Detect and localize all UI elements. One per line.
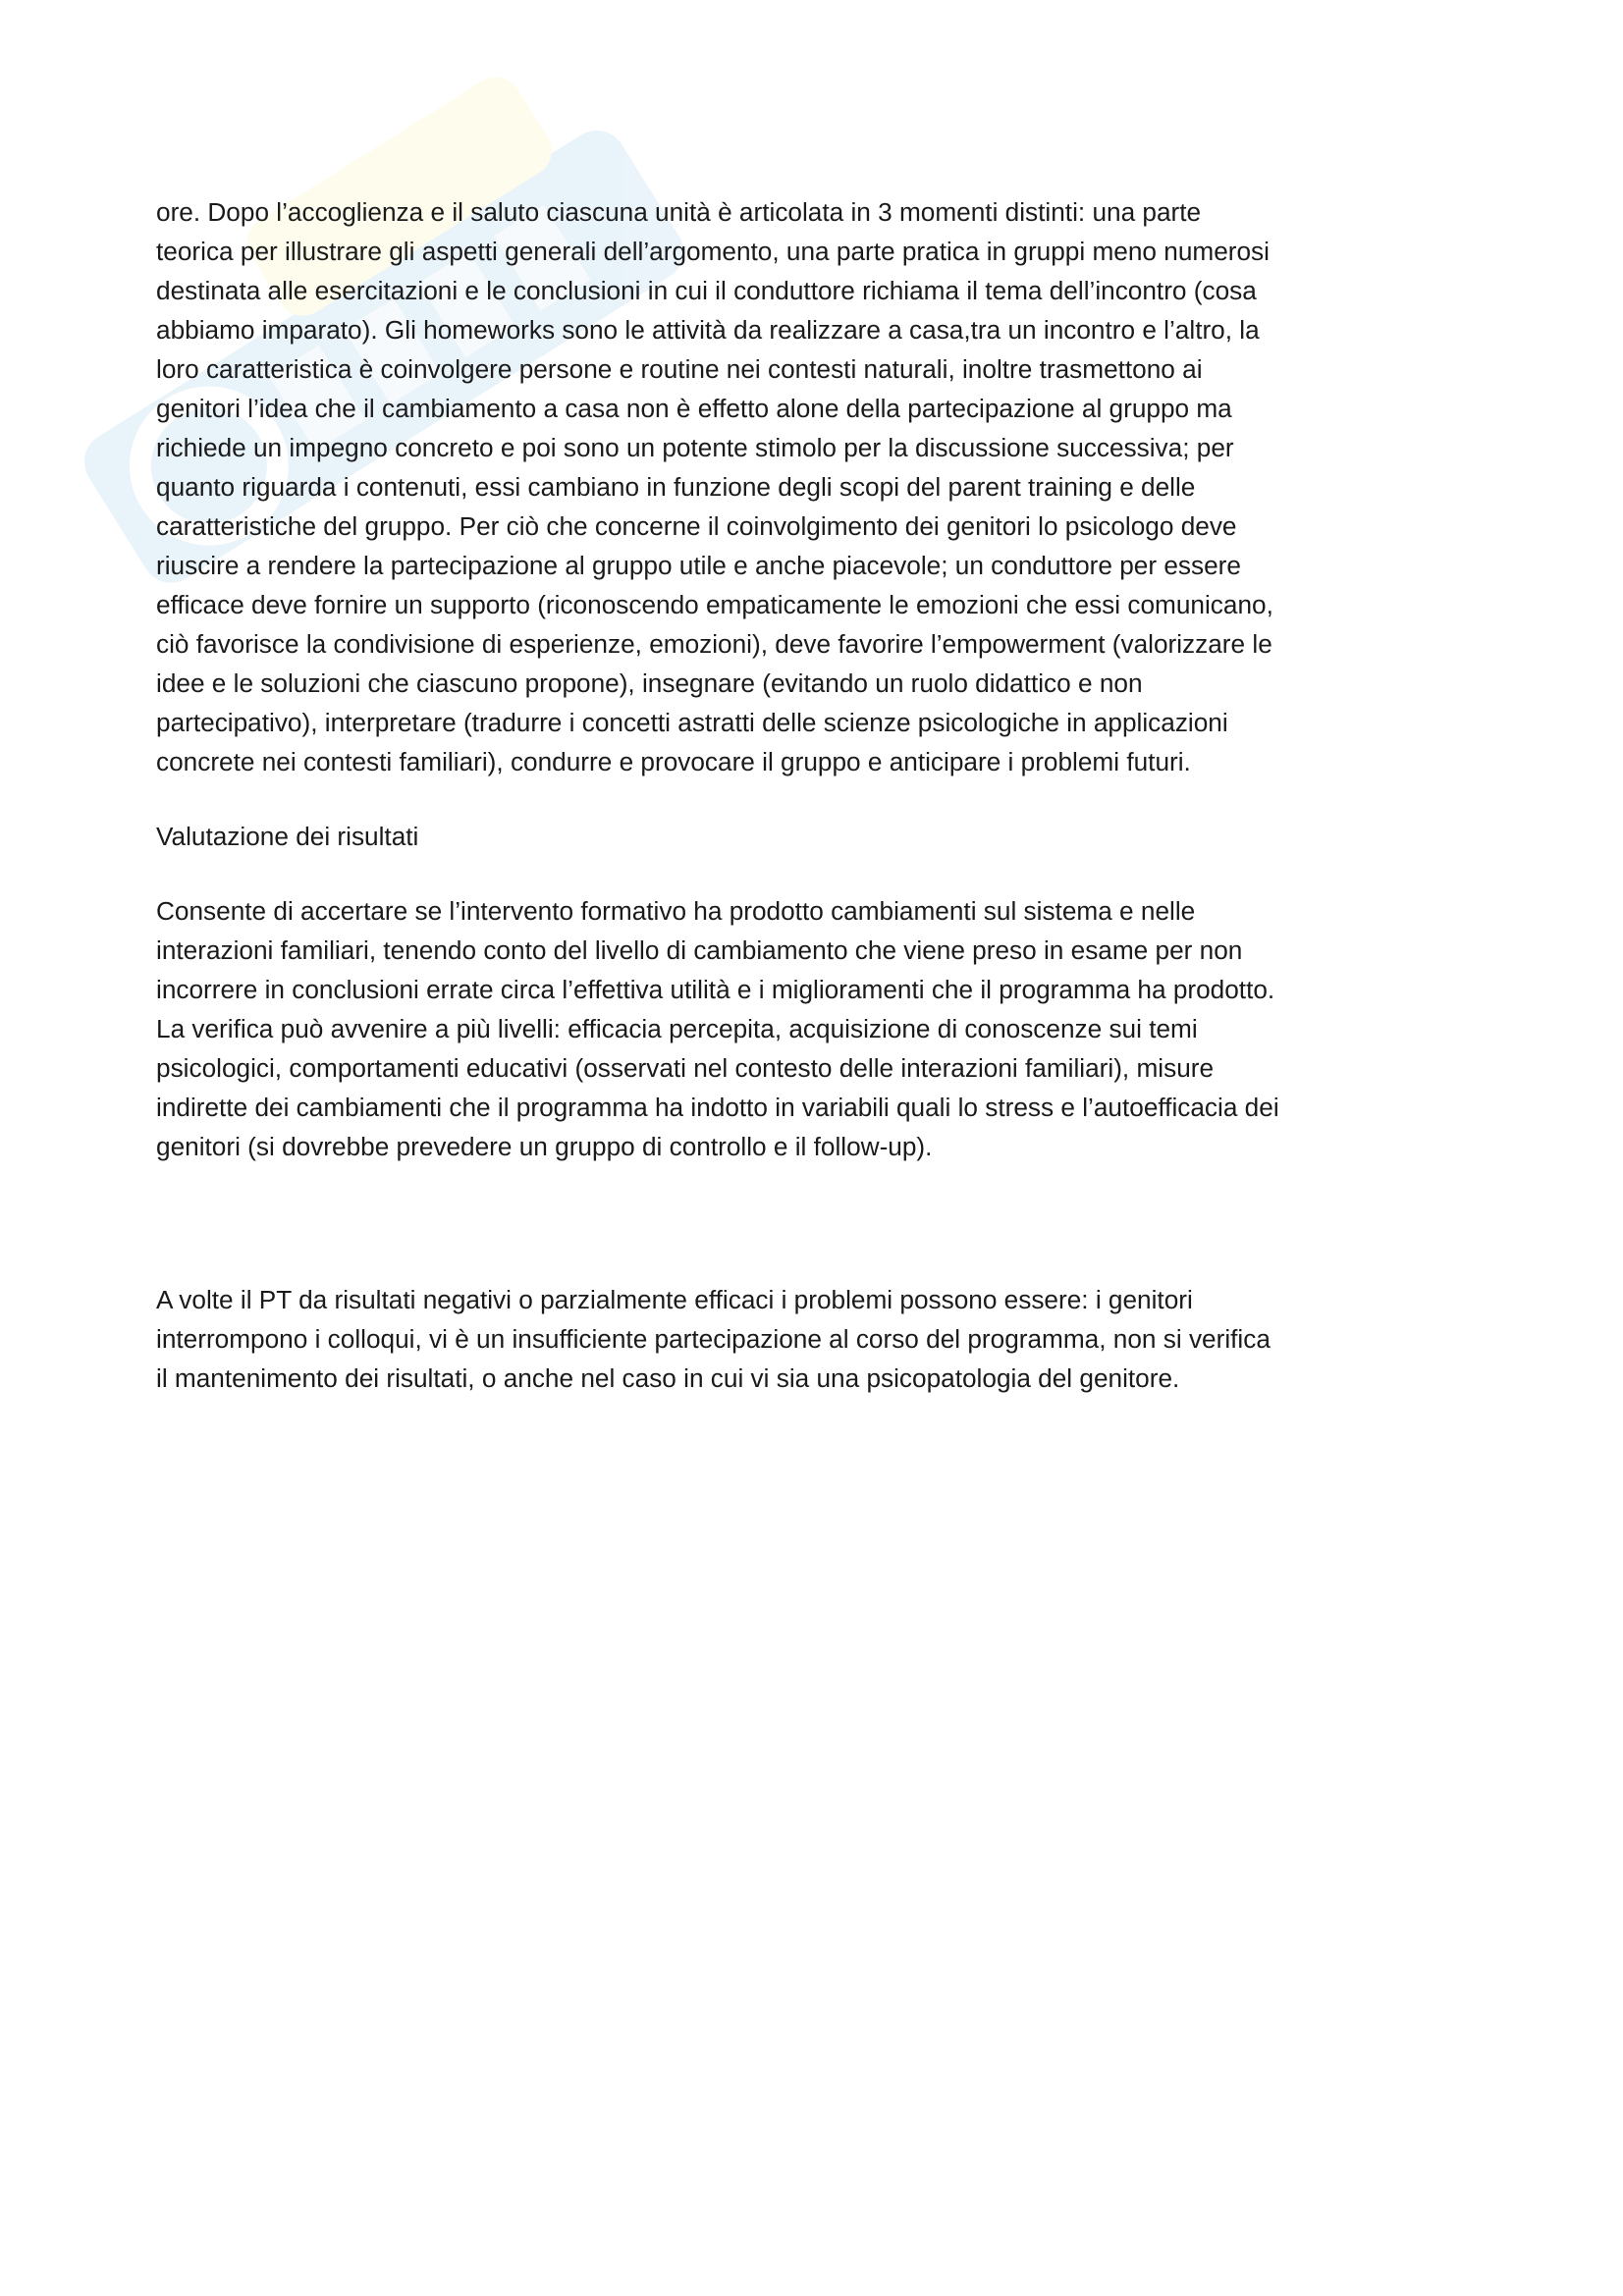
document-page bbox=[156, 192, 1491, 1398]
paragraph-3: A volte il PT da risultati negativi o parzialmente efficaci i problemi possono essere: i genitori interrompono i colloqui, vi è un insufficiente partecipazione al corso del programma, non si verifica il mantenimento dei risultati, o anche nel caso in cui vi sia una psicopatologia del genitore. bbox=[156, 1285, 1271, 1393]
paragraph-1: ore. Dopo l’accoglienza e il saluto ciascuna unità è articolata in 3 momenti distinti: una parte teorica per illustrare gli aspetti generali dell’argomento, una parte pratica in gruppi meno numerosi destinata alle esercitazioni e le conclusioni in cui il conduttore richiama il tema dell’incontro (cosa abbiamo imparato). Gli homeworks sono le attività da realizzare a casa,tra un incontro e l’altro, la loro caratteristica è coinvolgere persone e routine nei contesti naturali, inoltre trasmettono ai genitori l’idea che il cambiamento a casa non è effetto alone della partecipazione al gruppo ma richiede un impegno concreto e poi sono un potente stimolo per la discussione successiva; per quanto riguarda i contenuti, essi cambiano in funzione degli scopi del parent training e delle caratteristiche del gruppo. Per ciò che concerne il coinvolgimento dei genitori lo psicologo deve riuscire a rendere la partecipazione al gruppo utile e anche piacevole; un conduttore per essere efficace deve fornire un supporto (riconoscendo empaticamente le emozioni che essi comunicano, ciò favorisce la condivisione di esperienze, emozioni), deve favorire l’empowerment (valorizzare le idee e le soluzioni che ciascuno propone), insegnare (evitando un ruolo didattico e non partecipativo), interpretare (tradurre i concetti astratti delle scienze psicologiche in applicazioni concrete nei contesti familiari), condurre e provocare il gruppo e anticipare i problemi futuri. bbox=[156, 197, 1273, 776]
paragraph-2: Consente di accertare se l’intervento formativo ha prodotto cambiamenti sul sistema e nelle interazioni familiari, tenendo conto del livello di cambiamento che viene preso in esame per non incorrere in conclusioni errate circa l’effettiva utilità e i miglioramenti che il programma ha prodotto. La verifica può avvenire a più livelli: efficacia percepita, acquisizione di conoscenze sui temi psicologici, comportamenti educativi (osservati nel contesto delle interazioni familiari), misure indirette dei cambiamenti che il programma ha indotto in variabili quali lo stress e l’autoefficacia dei genitori (si dovrebbe prevedere un gruppo di controllo e il follow-up). bbox=[156, 896, 1279, 1161]
section-heading: Valutazione dei risultati bbox=[156, 822, 419, 851]
